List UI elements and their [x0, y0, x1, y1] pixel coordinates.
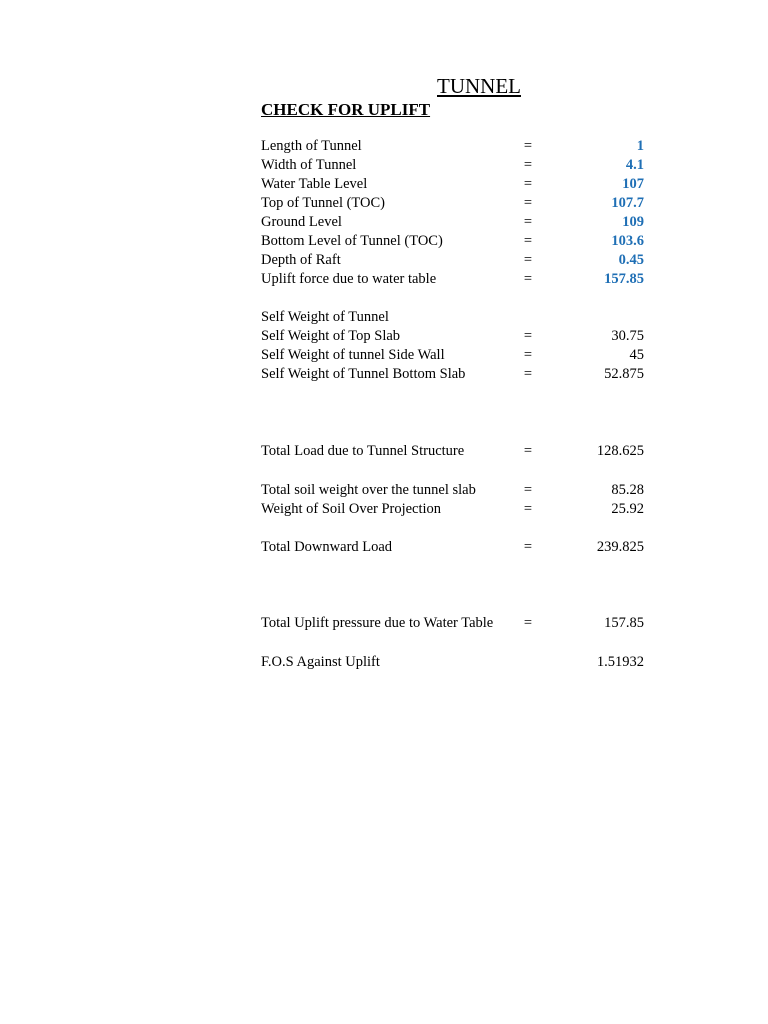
row-width-of-tunnel: [0, 156, 768, 175]
self-weight-heading: Self Weight of Tunnel: [261, 309, 389, 325]
equals-sign: =: [523, 443, 533, 459]
computed-value: 45: [629, 347, 644, 363]
row-label: Self Weight of Top Slab: [261, 328, 401, 344]
section-heading: CHECK FOR UPLIFT: [261, 100, 431, 119]
equals-sign: =: [523, 157, 533, 173]
row-self-weight-bottom-slab: [0, 365, 768, 384]
row-label: Weight of Soil Over Projection: [261, 501, 442, 517]
row-ground-level: [0, 213, 768, 232]
equals-sign: =: [523, 328, 533, 344]
row-label: Total Uplift pressure due to Water Table: [261, 615, 494, 631]
equals-sign: =: [523, 482, 533, 498]
row-label: Bottom Level of Tunnel (TOC): [261, 233, 443, 249]
row-top-of-tunnel: [0, 194, 768, 213]
row-uplift-force: [0, 270, 768, 289]
row-bottom-level-of-tunnel: [0, 232, 768, 251]
row-total-downward-load: [0, 538, 768, 557]
row-label: Self Weight of Tunnel Bottom Slab: [261, 366, 466, 382]
row-self-weight-top-slab: [0, 327, 768, 346]
equals-sign: =: [523, 347, 533, 363]
row-depth-of-raft: [0, 251, 768, 270]
equals-sign: =: [523, 271, 533, 287]
equals-sign: =: [523, 252, 533, 268]
row-total-uplift-pressure: [0, 614, 768, 633]
computed-value: 30.75: [611, 328, 644, 344]
equals-sign: =: [523, 138, 533, 154]
row-soil-over-projection: [0, 500, 768, 519]
row-label: Uplift force due to water table: [261, 271, 437, 287]
row-water-table-level: [0, 175, 768, 194]
document-title: TUNNEL: [437, 74, 521, 98]
row-total-soil-weight: [0, 481, 768, 500]
computed-value: 239.825: [596, 539, 644, 555]
input-value: 103.6: [611, 233, 644, 249]
row-label: Ground Level: [261, 214, 342, 230]
row-self-weight-side-wall: [0, 346, 768, 365]
row-total-structure-load: [0, 442, 768, 461]
row-label: Total Downward Load: [261, 539, 393, 555]
input-value: 109: [622, 214, 644, 230]
self-weight-heading-row: [0, 308, 768, 327]
row-fos-against-uplift: [0, 653, 768, 672]
row-label: Water Table Level: [261, 176, 368, 192]
computed-value: 25.92: [611, 501, 644, 517]
row-label: Self Weight of tunnel Side Wall: [261, 347, 445, 363]
row-label: Depth of Raft: [261, 252, 341, 268]
computed-value: 128.625: [596, 443, 644, 459]
input-value: 107: [622, 176, 644, 192]
row-label: Length of Tunnel: [261, 138, 362, 154]
equals-sign: =: [523, 214, 533, 230]
equals-sign: =: [523, 233, 533, 249]
computed-value: 85.28: [611, 482, 644, 498]
equals-sign: =: [523, 366, 533, 382]
computed-value: 52.875: [604, 366, 644, 382]
input-value: 107.7: [611, 195, 644, 211]
input-value: 4.1: [625, 157, 644, 173]
computed-value: 157.85: [604, 615, 644, 631]
row-label: F.O.S Against Uplift: [261, 654, 380, 670]
equals-sign: =: [523, 615, 533, 631]
row-label: Total Load due to Tunnel Structure: [261, 443, 465, 459]
fos-value: 1.51932: [596, 654, 644, 670]
equals-sign: =: [523, 195, 533, 211]
equals-sign: =: [523, 176, 533, 192]
row-label: Top of Tunnel (TOC): [261, 195, 385, 211]
row-label: Width of Tunnel: [261, 157, 357, 173]
input-value: 0.45: [618, 252, 644, 268]
input-value: 1: [636, 138, 644, 154]
row-length-of-tunnel: [0, 137, 768, 156]
equals-sign: =: [523, 501, 533, 517]
equals-sign: =: [523, 539, 533, 555]
input-value: 157.85: [604, 271, 644, 287]
row-label: Total soil weight over the tunnel slab: [261, 482, 476, 498]
